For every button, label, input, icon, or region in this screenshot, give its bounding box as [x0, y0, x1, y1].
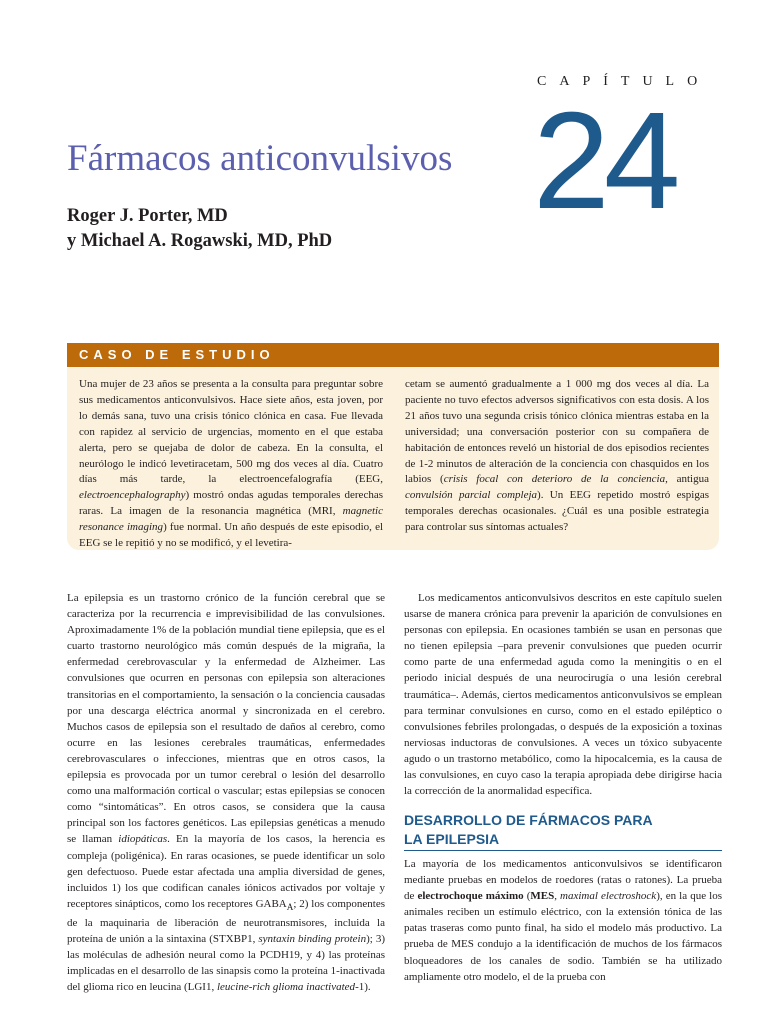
body-left-column: [67, 590, 385, 996]
section-heading-line-2: LA EPILEPSIA: [404, 831, 500, 847]
case-study-heading: CASO DE ESTUDIO: [67, 343, 719, 367]
intro-paragraph: La epilepsia es un trastorno crónico de la función cerebral que se caracteriza por la recurrencia e imprevisibilidad de las convulsiones. Aproximadamente 1% de la población mundial tiene epilepsia, que es el cuarto trastorno neurológico más común después de la migraña, la enfermedad cerebrovascular y la enfermedad de Alzheimer. Las convulsiones que ocurren en personas con epilepsia son alteraciones transitorias en el comportamiento, la sensación o la conciencia causadas por una descarga eléctrica anormal y sincronizada en el cerebro. Muchos casos de epilepsia son el resultado de daños al cerebro, como ocurre en las lesiones cerebrales traumáticas, enfermedades cerebrovasculares o infecciones, mientras que en otros casos, la epilepsia es provocada por un tumor cerebral o lesión del desarrollo como una malformación cortical o vascular; estas epilepsias se conocen como “sintomáticas”. En otros casos, se considera que la causa principal son los factores genéticos. Las epilepsias genéticas a menudo se llaman idiopáticas. En la mayoría de los casos, la herencia es compleja (poligénica). En raras ocasiones, se puede identificar un solo gen defectuoso. Puede estar afectada una amplia diversidad de genes, incluidos 1) los que codifican canales iónicos activados por voltaje y receptores sinápticos, como los receptores $GABA_A$; 2) los componentes de la maquinaria de liberación de neurotransmisores, incluida la proteína de unión a la sintaxina (STXBP1, syntaxin binding protein); 3) las moléculas de adhesión neural como la PCDH19, y 4) las proteínas implicadas en el desarrollo de las sinapsis como la proteína 1-inactivada del glioma rico en leucina (LGI1, leucine-rich glioma inactivated-1).: [67, 592, 385, 994]
chapter-label: CAPÍTULO: [537, 74, 711, 89]
body-right-column: [404, 590, 722, 799]
author-line-2: y Michael A. Rogawski, MD, PhD: [67, 231, 333, 251]
case-study-right-column: cetam se aumentó gradualmente a 1 000 mg dos veces al día. La paciente no tuvo efectos adversos significativos con esta dosis. A los 21 años tuvo una segunda crisis tónico clónica mientras estaba en la universidad; una conversación posterior con su compañera de habitación de entonces reveló un historial de dos episodios recientes de 1-2 minutos de alteración de la conciencia con chasquidos en los labios (crisis focal con deterioro de la conciencia, antigua convulsión parcial compleja). Un EEG repetido mostró espigas temporales derechas ocasionales. ¿Cuál es una posible estrategia para controlar sus síntomas actuales?: [405, 378, 709, 534]
chapter-number: 24: [533, 84, 675, 238]
chapter-title: Fármacos anticonvulsivos: [67, 138, 453, 179]
anticonvulsant-use-paragraph: Los medicamentos anticonvulsivos descritos en este capítulo suelen usarse de manera crónica para prevenir la aparición de convulsiones en personas con epilepsia. En ocasiones también se usan en personas que no tienen epilepsia –para prevenir convulsiones que pueden ocurrir como parte de una enfermedad aguda como la meningitis o en el periodo inicial después de una neurocirugía o una lesión cerebral traumática–. Además, ciertos medicamentos anticonvulsivos se emplean para terminar convulsiones en curso, como en el estado epiléptico o convulsiones febriles prolongadas, o después de la exposición a toxinas nerviosas inductoras de convulsiones. A veces un tóxico subyacente agudo o un trastorno metabólico, como la hipocalcemia, es la causa de las convulsiones, en cuyo caso la terapia apropiada debe dirigirse hacia la corrección de la anormalidad específica.: [404, 592, 722, 798]
authors: [67, 204, 332, 254]
section-heading-line-1: DESARROLLO DE FÁRMACOS PARA: [404, 812, 653, 828]
author-line-1: Roger J. Porter, MD: [67, 206, 228, 226]
case-study-left-column: Una mujer de 23 años se presenta a la consulta para preguntar sobre sus medicamentos anticonvulsivos. Hace siete años, esta joven, por lo demás sana, tuvo una crisis tónico clónica en casa. Fue llevada con rapidez al servicio de urgencias, momento en el que estaba alerta, pero se quejaba de dolor de cabeza. En la consulta, el neurólogo le indicó levetiracetam, 500 mg dos veces al día. Cuatro días más tarde, la electroencefalografía (EEG, electroencephalography) mostró ondas agudas temporales derechas raras. La imagen de la resonancia magnética (MRI, magnetic resonance imaging) fue normal. Un año después de este episodio, el EEG se le repitió y no se modificó, y el levetira-: [79, 378, 384, 550]
body-right-column-lower: [404, 856, 722, 985]
drug-development-paragraph: La mayoría de los medicamentos anticonvulsivos se identificaron mediante pruebas en modelos de roedores (ratas o ratones). La prueba de electrochoque máximo (MES, maximal electroshock), en la que los animales reciben un estímulo eléctrico, con la extensión tónica de las patas traseras como punto final, ha sido el modelo más productivo. La prueba de MES condujo a la identificación de muchos de los fármacos bloqueadores de los canales de sodio. También se ha utilizado ampliamente otro modelo, el de la prueba con: [404, 858, 722, 983]
section-heading: [404, 811, 722, 849]
section-rule: [404, 850, 722, 851]
